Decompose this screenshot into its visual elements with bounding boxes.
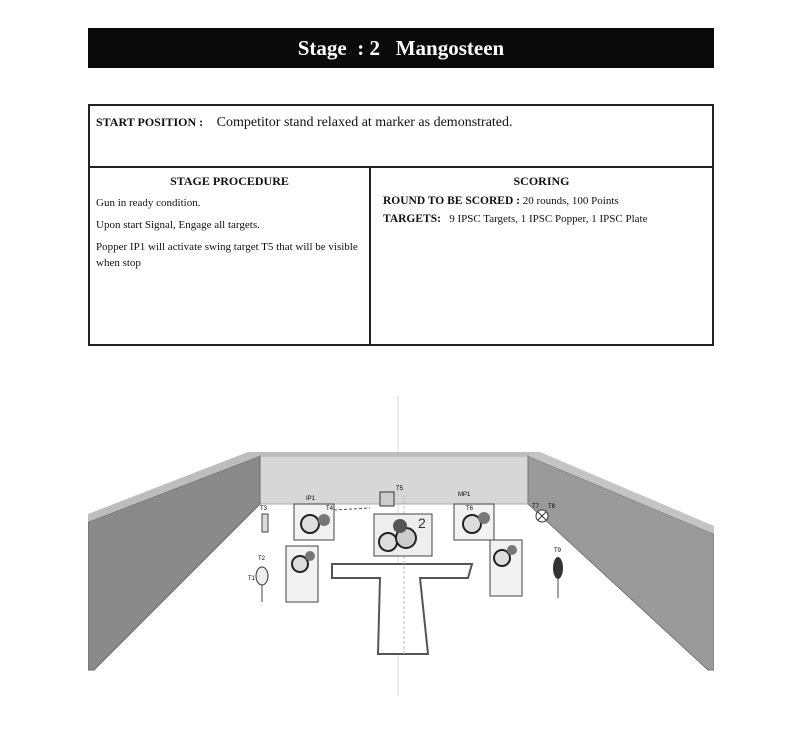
label-t5: T5 [396, 486, 404, 492]
no-shoot-icon [318, 514, 330, 526]
label-t8: T8 [548, 504, 556, 510]
label-t6: T6 [466, 506, 474, 512]
start-position-label: START POSITION : [96, 115, 204, 129]
label-mp1: MP1 [458, 492, 471, 498]
target-t9 [553, 557, 563, 579]
shooting-box [332, 564, 472, 654]
scoring-heading: SCORING [513, 174, 570, 188]
start-position-text: Competitor stand relaxed at marker as demonstrated. [216, 115, 513, 130]
target-icon [379, 533, 397, 551]
target-icon [292, 556, 308, 572]
no-shoot-icon [305, 551, 315, 561]
procedure-line: Gun in ready condition. [96, 197, 201, 209]
label-ip1: IP1 [306, 496, 316, 502]
stage-procedure-heading: STAGE PROCEDURE [170, 174, 289, 188]
label-t4: T4 [326, 506, 334, 512]
round-label: ROUND TO BE SCORED : [383, 195, 520, 207]
center-number: 2 [418, 515, 426, 531]
stage-title: Stage : 2 Mangosteen [297, 35, 505, 60]
procedure-line: Upon start Signal, Engage all targets. [96, 219, 260, 231]
stage-procedure-cell [90, 168, 371, 344]
stage-briefing-table [88, 104, 714, 346]
start-position-row [90, 106, 712, 168]
label-t3: T3 [260, 506, 268, 512]
target-t3 [262, 514, 268, 532]
right-lower-frame [490, 540, 522, 596]
target-icon [301, 515, 319, 533]
round-value: 20 rounds, 100 Points [522, 195, 619, 207]
procedure-line: Popper IP1 will activate swing target T5 that will be visible when stop [96, 241, 358, 269]
label-t9: T9 [554, 548, 562, 554]
label-t7: T7 [532, 504, 540, 510]
scoring-cell [371, 168, 712, 344]
stage-title-bar [88, 28, 714, 68]
round-to-be-scored [383, 195, 706, 207]
swing-target-t5 [380, 492, 394, 506]
label-t2: T2 [258, 556, 266, 562]
back-wall-top [248, 452, 540, 456]
no-shoot-icon [507, 545, 517, 555]
targets-line [383, 213, 706, 225]
activation-line [334, 508, 370, 510]
target-icon [494, 550, 510, 566]
no-shoot-icon [478, 512, 490, 524]
target-t2 [256, 567, 268, 585]
no-shoot-icon [393, 519, 407, 533]
targets-value: 9 IPSC Targets, 1 IPSC Popper, 1 IPSC Plate [449, 213, 648, 225]
stage-layout-diagram [88, 396, 714, 696]
targets-label: TARGETS: [383, 213, 441, 225]
label-t1: T1 [248, 576, 256, 582]
